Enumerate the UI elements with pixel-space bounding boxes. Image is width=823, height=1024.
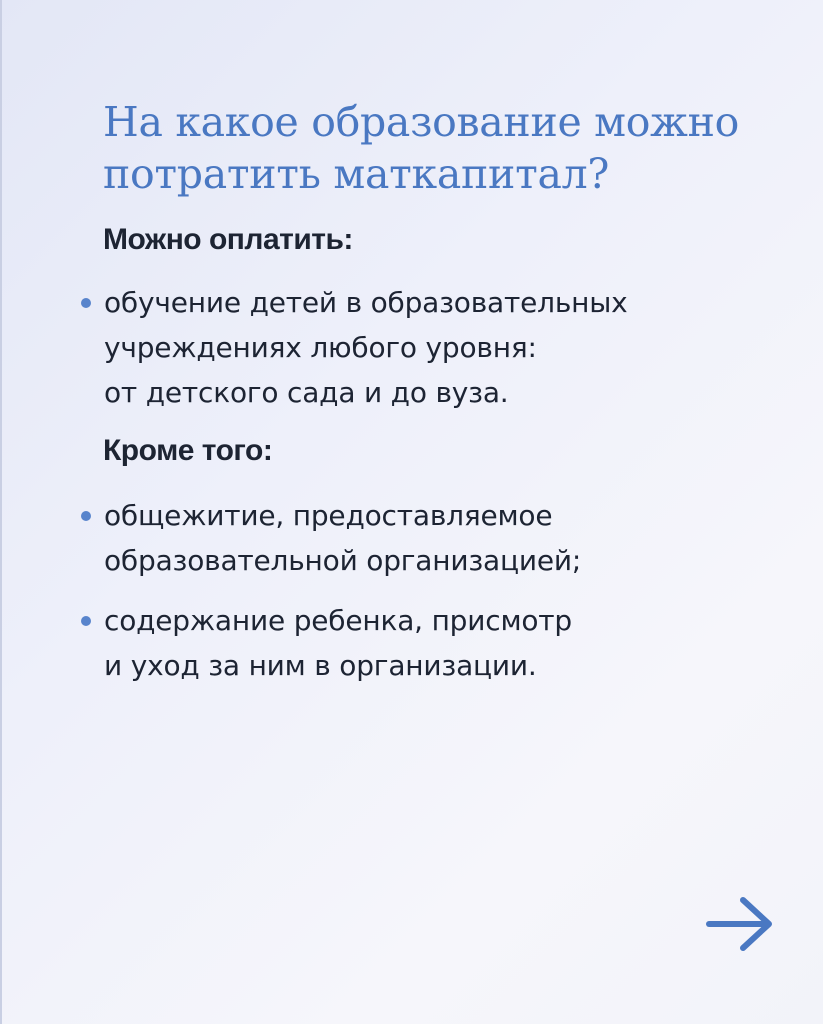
list-item-line: учреждениях любого уровня: (104, 331, 537, 364)
list-item-line: обучение детей в образовательных (104, 286, 628, 319)
next-slide-button[interactable] (705, 894, 775, 954)
bullet-icon (81, 616, 91, 626)
bullet-icon (81, 298, 91, 308)
besides-list (75, 493, 795, 688)
list-item (75, 280, 795, 415)
list-item-line: образовательной организацией; (104, 544, 582, 577)
page-title (103, 96, 803, 200)
can-pay-list (75, 280, 795, 415)
list-item-line: и уход за ним в организации. (104, 649, 537, 682)
title-line-1: На какое образование можно (103, 98, 739, 146)
arrow-right-icon (705, 894, 775, 954)
left-edge-divider (0, 0, 2, 1024)
bullet-icon (81, 511, 91, 521)
list-item (75, 493, 795, 583)
section-heading-can-pay: Можно оплатить: (103, 223, 353, 256)
list-item-line: от детского сада и до вуза. (104, 376, 509, 409)
list-item-line: содержание ребенка, присмотр (104, 604, 572, 637)
list-item (75, 598, 795, 688)
title-line-2: потратить маткапитал? (103, 150, 610, 198)
section-heading-besides: Кроме того: (103, 434, 273, 467)
list-item-line: общежитие, предоставляемое (104, 499, 553, 532)
